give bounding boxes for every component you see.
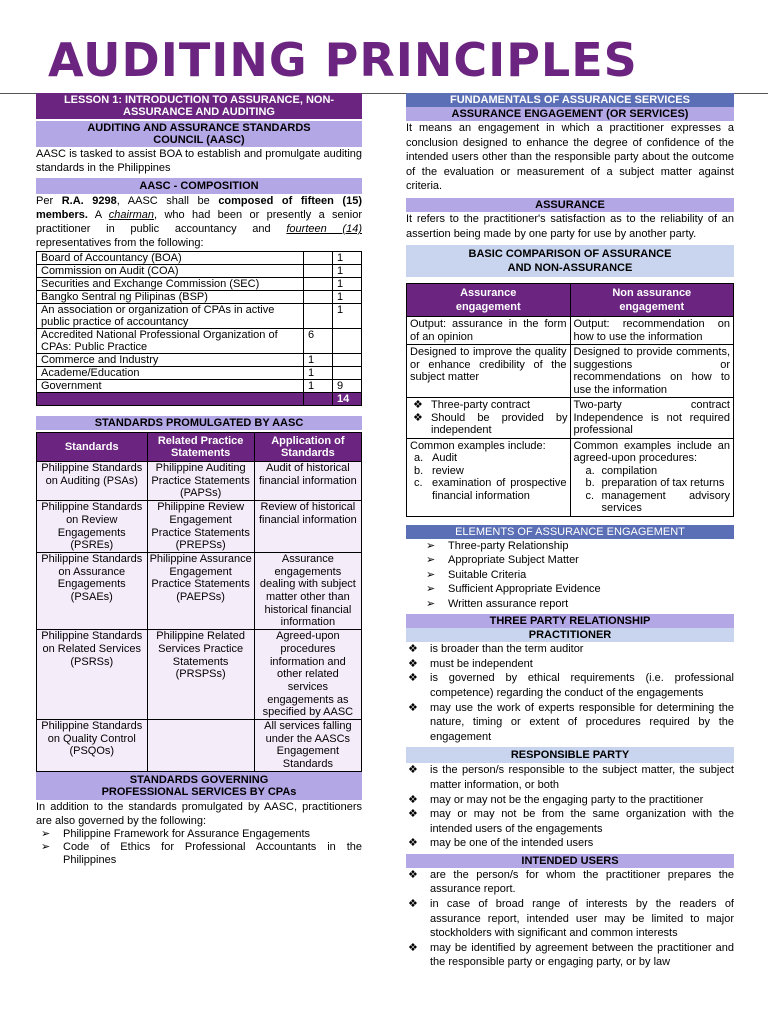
elements-header: ELEMENTS OF ASSURANCE ENGAGEMENT [406, 525, 734, 539]
composition-count: 1 [333, 304, 362, 329]
composition-count [333, 354, 362, 367]
cmp-bullet: ❖ Three-party contract [409, 399, 568, 412]
standards-cell: Philippine Standards on Related Services (PSRSs) [37, 630, 148, 720]
composition-count [333, 367, 362, 380]
intended-item: ❖ in case of broad range of interests by the readers of assurance report, intended user may be limited to major stockholders with significant and common interests [406, 897, 734, 941]
example-marker: c. [585, 489, 595, 502]
governing-item: ➢ Philippine Framework for Assurance Engagements [36, 828, 362, 841]
responsible-list [406, 763, 734, 851]
cmp-cell [570, 398, 734, 439]
assurance-text: It refers to the practitioner's satisfaction as to the reliability of an assertion being made by one party for use by another party. [406, 212, 734, 240]
responsible-item: ❖ may or may not be from the same organization with the intended users of the engagements [406, 807, 734, 836]
example-item [410, 452, 567, 465]
composition-text: Per R.A. 9298, AASC shall be composed of fifteen (15) members. A chairman, who had been or presently a senior practitioner in public accountancy and fourteen (14) representatives from the following: [36, 195, 362, 249]
composition-count [304, 291, 333, 304]
composition-row [37, 354, 362, 367]
standards-cell: Audit of historical financial information [254, 462, 361, 501]
responsible-header: RESPONSIBLE PARTY [406, 747, 734, 763]
std-col-practice: Related Practice Statements [147, 433, 254, 462]
composition-total: 14 [333, 393, 362, 406]
example-text: preparation of tax returns [601, 477, 725, 490]
page-title: AUDITING PRINCIPLES [48, 33, 638, 87]
cmp-bullet: ❖ Should be provided by independent [409, 412, 568, 437]
composition-count [304, 265, 333, 278]
cmp-col-non-assurance: Non assurance engagement [570, 284, 734, 317]
composition-name: An association or organization of CPAs in active public practice of accountancy [37, 304, 304, 329]
cmp-cell: Output: recommendation on how to use the information [570, 317, 734, 345]
standards-cell: Philippine Review Engagement Practice Statements (PREPSs) [147, 501, 254, 553]
practitioner-item: ❖ is governed by ethical requirements (i.e. professional competence) regarding the conduct of the engagements [406, 671, 734, 700]
practitioner-item: ❖ is broader than the term auditor [406, 642, 734, 657]
governing-text: In addition to the standards promulgated by AASC, practitioners are also governed by the following: [36, 800, 362, 827]
composition-name: Commission on Audit (COA) [37, 265, 304, 278]
composition-name: Accredited National Professional Organization of CPAs: Public Practice [37, 329, 304, 354]
lesson-header: LESSON 1: INTRODUCTION TO ASSURANCE, NON-ASSURANCE AND AUDITING [36, 93, 362, 119]
standards-cell: Philippine Standards on Auditing (PSAs) [37, 462, 148, 501]
example-text: Audit [432, 452, 458, 465]
cmp-line: Common examples include: [410, 439, 546, 452]
example-item [574, 465, 731, 478]
composition-total-label [37, 393, 304, 406]
practitioner-item: ❖ must be independent [406, 657, 734, 672]
composition-name: Commerce and Industry [37, 354, 304, 367]
example-text: management advisory services [601, 489, 730, 515]
composition-row [37, 291, 362, 304]
standards-row [37, 462, 362, 501]
comparison-table [406, 283, 734, 517]
governing-list [36, 828, 362, 867]
right-column [406, 93, 734, 970]
composition-count: 1 [304, 380, 333, 393]
composition-name: Bangko Sentral ng Pilipinas (BSP) [37, 291, 304, 304]
intended-header: INTENDED USERS [406, 854, 734, 868]
standards-cell: All services falling under the AASCs Engagement Standards [254, 720, 361, 772]
composition-count [304, 278, 333, 291]
standards-cell: Philippine Assurance Engagement Practice Statements (PAEPSs) [147, 552, 254, 629]
practitioner-list [406, 642, 734, 744]
cmp-cell: Designed to provide comments, suggestions or recommendations on how to use the information [570, 345, 734, 398]
composition-name: Academe/Education [37, 367, 304, 380]
composition-header: AASC - COMPOSITION [36, 178, 362, 194]
cmp-cell: Designed to improve the quality or enhance credibility of the subject matter [407, 345, 571, 398]
aasc-header: AUDITING AND ASSURANCE STANDARDS COUNCIL (AASC) [36, 121, 362, 147]
composition-row [37, 329, 362, 354]
intended-item: ❖ may be identified by agreement between the practitioner and the responsible party or engaging party, or by law [406, 941, 734, 970]
element-item: ➢ Appropriate Subject Matter [406, 553, 734, 568]
example-item [574, 477, 731, 490]
composition-row [37, 278, 362, 291]
composition-total-row [37, 393, 362, 406]
governing-header: STANDARDS GOVERNING PROFESSIONAL SERVICES BY CPAs [36, 772, 362, 800]
composition-name: Securities and Exchange Commission (SEC) [37, 278, 304, 291]
cmp-cell [407, 438, 571, 516]
intended-item: ❖ are the person/s for whom the practitioner prepares the assurance report. [406, 868, 734, 897]
composition-row [37, 304, 362, 329]
standards-cell: Philippine Related Services Practice Statements (PRSPSs) [147, 630, 254, 720]
engagement-text: It means an engagement in which a practitioner expresses a conclusion designed to enhance the degree of confidence of the intended users other than the responsible party about the outcome of the evaluation or measurement of a subject matter against criteria. [406, 122, 734, 193]
example-marker: c. [414, 477, 423, 490]
std-col-standards: Standards [37, 433, 148, 462]
std-col-application: Application of Standards [254, 433, 361, 462]
left-column [36, 93, 362, 867]
governing-item: ➢ Code of Ethics for Professional Accountants in the Philippines [36, 841, 362, 867]
assurance-header: ASSURANCE [406, 198, 734, 212]
cmp-line: Common examples include an agreed-upon procedures: [573, 439, 730, 465]
composition-count [333, 329, 362, 354]
standards-cell: Agreed-upon procedures information and other related services engagements as specified by AASC [254, 630, 361, 720]
cmp-line: Two-party contract [573, 399, 730, 412]
three-party-header: THREE PARTY RELATIONSHIP [406, 614, 734, 628]
cmp-line: Independence is not required professional [573, 411, 730, 437]
responsible-item: ❖ is the person/s responsible to the subject matter, the subject matter information, or both [406, 763, 734, 792]
standards-cell: Review of historical financial information [254, 501, 361, 553]
composition-name: Board of Accountancy (BOA) [37, 252, 304, 265]
standards-cell [147, 720, 254, 772]
practitioner-item: ❖ may use the work of experts responsible for determining the nature, timing or extent of procedures required by the engagement [406, 701, 734, 745]
fundamentals-header: FUNDAMENTALS OF ASSURANCE SERVICES [406, 93, 734, 107]
responsible-item: ❖ may be one of the intended users [406, 836, 734, 851]
composition-count: 1 [304, 354, 333, 367]
cmp-col-assurance: Assurance engagement [407, 284, 571, 317]
example-text: examination of prospective financial information [432, 477, 567, 502]
standards-cell: Philippine Standards on Assurance Engagements (PSAEs) [37, 552, 148, 629]
standards-cell: Philippine Standards on Quality Control (PSQOs) [37, 720, 148, 772]
cmp-cell: Output: assurance in the form of an opinion [407, 317, 571, 345]
composition-count: 1 [333, 291, 362, 304]
composition-count: 1 [333, 252, 362, 265]
composition-row [37, 380, 362, 393]
composition-total-blank [304, 393, 333, 406]
example-item [574, 490, 731, 515]
example-marker: b. [585, 477, 595, 490]
element-item: ➢ Written assurance report [406, 597, 734, 612]
composition-count: 9 [333, 380, 362, 393]
composition-count: 1 [333, 265, 362, 278]
engagement-header: ASSURANCE ENGAGEMENT (OR SERVICES) [406, 107, 734, 121]
standards-cell: Philippine Standards on Review Engagements (PSREs) [37, 501, 148, 553]
composition-table [36, 251, 362, 406]
composition-row [37, 252, 362, 265]
example-marker: a. [414, 452, 424, 465]
standards-row [37, 720, 362, 772]
composition-count: 6 [304, 329, 333, 354]
composition-count [304, 252, 333, 265]
element-item: ➢ Suitable Criteria [406, 568, 734, 583]
standards-cell: Philippine Auditing Practice Statements (PAPSs) [147, 462, 254, 501]
example-marker: b. [414, 464, 424, 477]
example-text: compilation [601, 464, 658, 477]
practitioner-header: PRACTITIONER [406, 628, 734, 642]
composition-row [37, 265, 362, 278]
example-text: review [432, 464, 464, 477]
aasc-text: AASC is tasked to assist BOA to establish and promulgate auditing standards in the Philippines [36, 148, 362, 174]
composition-count [304, 304, 333, 329]
element-item: ➢ Three-party Relationship [406, 539, 734, 554]
cmp-cell [570, 438, 734, 516]
standards-header: STANDARDS PROMULGATED BY AASC [36, 416, 362, 430]
example-item [410, 477, 567, 502]
standards-row [37, 630, 362, 720]
responsible-item: ❖ may or may not be the engaging party to the practitioner [406, 793, 734, 808]
standards-table [36, 432, 362, 772]
standards-cell: Assurance engagements dealing with subject matter other than historical financial information [254, 552, 361, 629]
standards-row [37, 501, 362, 553]
standards-row [37, 552, 362, 629]
elements-list [406, 539, 734, 612]
composition-count: 1 [333, 278, 362, 291]
element-item: ➢ Sufficient Appropriate Evidence [406, 582, 734, 597]
comparison-header: BASIC COMPARISON OF ASSURANCE AND NON-ASSURANCE [406, 245, 734, 277]
composition-count: 1 [304, 367, 333, 380]
intended-list [406, 868, 734, 970]
composition-name: Government [37, 380, 304, 393]
cmp-cell [407, 398, 571, 439]
example-marker: a. [585, 464, 595, 477]
example-item [410, 465, 567, 478]
composition-row [37, 367, 362, 380]
